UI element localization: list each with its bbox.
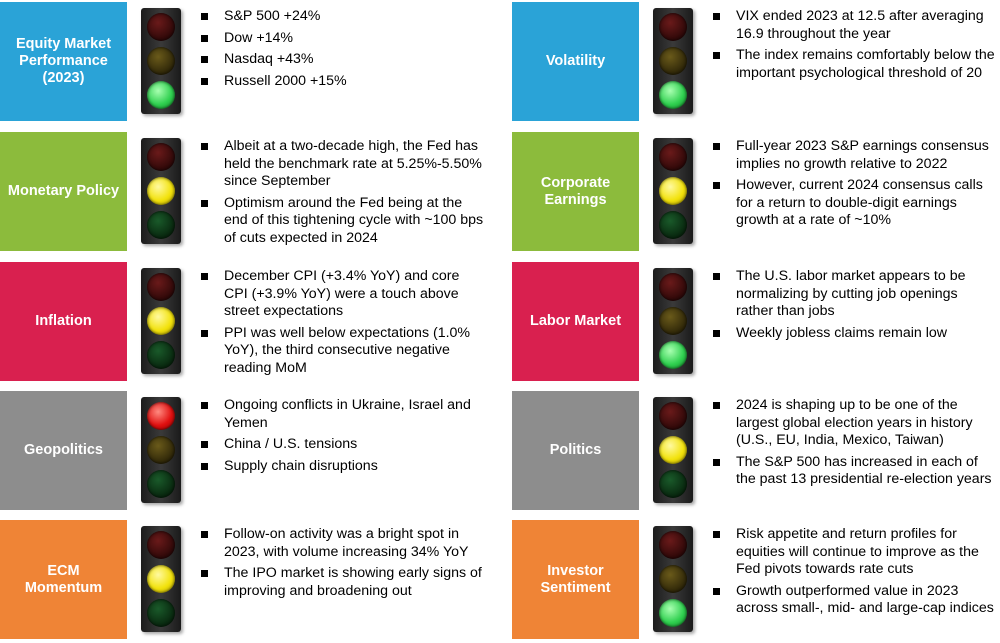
red-bulb: [147, 13, 175, 41]
yellow-bulb: [659, 565, 687, 593]
yellow-bulb: [147, 307, 175, 335]
bullet-text: Nasdaq +43%: [224, 51, 314, 67]
bullet-item: [711, 583, 996, 618]
square-bullet-icon: [201, 402, 208, 409]
bullet-item: [199, 436, 484, 454]
bullet-text: Follow-on activity was a bright spot in 2023, with volume increasing 34% YoY: [224, 526, 469, 560]
traffic-light-icon: [141, 268, 181, 374]
indicator-card: [512, 391, 1000, 510]
green-bulb: [147, 470, 175, 498]
yellow-bulb: [147, 47, 175, 75]
square-bullet-icon: [201, 570, 208, 577]
traffic-light-icon: [141, 138, 181, 244]
bullet-list: [711, 397, 996, 493]
bullet-item: [199, 325, 484, 378]
yellow-bulb: [659, 47, 687, 75]
bullet-item: [711, 325, 996, 343]
square-bullet-icon: [713, 459, 720, 466]
bullet-item: [711, 268, 996, 321]
bullet-item: [199, 8, 484, 26]
square-bullet-icon: [201, 330, 208, 337]
indicator-card: [0, 132, 492, 251]
square-bullet-icon: [201, 463, 208, 470]
bullet-text: Ongoing conflicts in Ukraine, Israel and Yemen: [224, 397, 471, 431]
green-bulb: [147, 599, 175, 627]
green-bulb: [147, 81, 175, 109]
bullet-list: [199, 397, 484, 479]
bullet-list: [711, 526, 996, 622]
bullet-text: December CPI (+3.4% YoY) and core CPI (+3.9% YoY) were a touch above street expectations: [224, 268, 460, 319]
bullet-item: [199, 30, 484, 48]
bullet-list: [199, 268, 484, 381]
traffic-light-icon: [653, 8, 693, 114]
green-bulb: [659, 81, 687, 109]
bullet-item: [199, 458, 484, 476]
indicator-card: [512, 2, 1000, 121]
yellow-bulb: [147, 177, 175, 205]
bullet-item: [199, 195, 484, 248]
bullet-list: [711, 138, 996, 234]
bullet-item: [711, 47, 996, 82]
red-bulb: [659, 402, 687, 430]
red-bulb: [147, 402, 175, 430]
green-bulb: [659, 470, 687, 498]
indicator-card: [512, 262, 1000, 381]
indicator-title: Corporate Earnings: [512, 132, 639, 251]
square-bullet-icon: [201, 35, 208, 42]
bullet-text: Full-year 2023 S&P earnings consensus implies no growth relative to 2022: [736, 138, 989, 172]
yellow-bulb: [659, 307, 687, 335]
traffic-light-icon: [141, 8, 181, 114]
indicator-title: Monetary Policy: [0, 132, 127, 251]
bullet-list: [199, 8, 484, 94]
bullet-list: [711, 8, 996, 86]
bullet-text: China / U.S. tensions: [224, 436, 358, 452]
bullet-text: PPI was well below expectations (1.0% YoY), the third consecutive negative reading MoM: [224, 324, 471, 376]
indicator-title: Equity Market Performance (2023): [0, 2, 127, 121]
traffic-light-icon: [653, 397, 693, 503]
traffic-light-icon: [653, 268, 693, 374]
bullet-list: [711, 268, 996, 346]
bullet-text: Albeit at a two-decade high, the Fed has held the benchmark rate at 5.25%-5.50% since September: [224, 138, 482, 189]
bullet-item: [199, 138, 484, 191]
bullet-text: The IPO market is showing early signs of improving and broadening out: [224, 565, 482, 599]
traffic-light-icon: [653, 138, 693, 244]
bullet-item: [199, 565, 484, 600]
square-bullet-icon: [713, 402, 720, 409]
bullet-text: Supply chain disruptions: [224, 457, 378, 474]
indicator-card: [0, 262, 492, 381]
red-bulb: [147, 143, 175, 171]
red-bulb: [659, 143, 687, 171]
bullet-list: [199, 526, 484, 604]
yellow-bulb: [659, 177, 687, 205]
red-bulb: [147, 273, 175, 301]
square-bullet-icon: [713, 143, 720, 150]
bullet-text: However, current 2024 consensus calls for a return to double-digit earnings growth at a rate of ~10%: [736, 177, 983, 228]
yellow-bulb: [147, 565, 175, 593]
yellow-bulb: [659, 436, 687, 464]
bullet-text: The S&P 500 has increased in each of the past 13 presidential re-election years: [736, 453, 992, 487]
indicator-title: Volatility: [512, 2, 639, 121]
bullet-text: Weekly jobless claims remain low: [736, 324, 948, 341]
indicator-title: ECM Momentum: [0, 520, 127, 639]
traffic-light-icon: [141, 397, 181, 503]
bullet-item: [711, 397, 996, 450]
red-bulb: [659, 13, 687, 41]
traffic-light-icon: [653, 526, 693, 632]
bullet-text: Dow +14%: [224, 29, 294, 46]
bullet-text: Growth outperformed value in 2023 across small-, mid- and large-cap indices: [736, 582, 994, 616]
traffic-light-icon: [141, 526, 181, 632]
bullet-item: [199, 397, 484, 432]
indicator-title: Geopolitics: [0, 391, 127, 510]
square-bullet-icon: [713, 588, 720, 595]
square-bullet-icon: [201, 273, 208, 280]
bullet-text: 2024 is shaping up to be one of the largest global election years in history (U.S., EU, India, Mexico, Taiwan): [736, 397, 973, 448]
bullet-text: VIX ended 2023 at 12.5 after averaging 16.9 throughout the year: [736, 8, 984, 42]
indicator-card: [0, 391, 492, 510]
square-bullet-icon: [201, 531, 208, 538]
indicator-card: [512, 520, 1000, 639]
square-bullet-icon: [713, 531, 720, 538]
indicator-title: Labor Market: [512, 262, 639, 381]
green-bulb: [659, 211, 687, 239]
green-bulb: [659, 341, 687, 369]
bullet-item: [711, 138, 996, 173]
bullet-text: Risk appetite and return profiles for equities will continue to improve as the Fed pivots towards rate cuts: [736, 526, 979, 577]
square-bullet-icon: [201, 200, 208, 207]
bullet-text: Optimism around the Fed being at the end of this tightening cycle with ~100 bps of cuts expected in 2024: [224, 194, 484, 246]
green-bulb: [147, 341, 175, 369]
indicator-title: Inflation: [0, 262, 127, 381]
bullet-item: [711, 8, 996, 43]
square-bullet-icon: [713, 273, 720, 280]
red-bulb: [659, 273, 687, 301]
square-bullet-icon: [713, 52, 720, 59]
yellow-bulb: [147, 436, 175, 464]
indicator-card: [0, 2, 492, 121]
bullet-text: Russell 2000 +15%: [224, 72, 347, 89]
red-bulb: [659, 531, 687, 559]
bullet-item: [199, 73, 484, 91]
square-bullet-icon: [713, 182, 720, 189]
green-bulb: [147, 211, 175, 239]
square-bullet-icon: [201, 441, 208, 448]
square-bullet-icon: [201, 13, 208, 20]
bullet-item: [711, 526, 996, 579]
red-bulb: [147, 531, 175, 559]
bullet-item: [199, 268, 484, 321]
indicator-card: [512, 132, 1000, 251]
bullet-text: The U.S. labor market appears to be normalizing by cutting job openings rather than jobs: [736, 268, 966, 319]
bullet-text: S&P 500 +24%: [224, 8, 321, 24]
square-bullet-icon: [201, 56, 208, 63]
green-bulb: [659, 599, 687, 627]
indicator-card: [0, 520, 492, 639]
bullet-text: The index remains comfortably below the important psychological threshold of 20: [736, 47, 995, 81]
indicator-title: Politics: [512, 391, 639, 510]
bullet-item: [711, 454, 996, 489]
bullet-item: [711, 177, 996, 230]
square-bullet-icon: [201, 78, 208, 85]
square-bullet-icon: [713, 13, 720, 20]
indicator-title: Investor Sentiment: [512, 520, 639, 639]
bullet-list: [199, 138, 484, 251]
bullet-item: [199, 51, 484, 69]
square-bullet-icon: [201, 143, 208, 150]
bullet-item: [199, 526, 484, 561]
square-bullet-icon: [713, 330, 720, 337]
